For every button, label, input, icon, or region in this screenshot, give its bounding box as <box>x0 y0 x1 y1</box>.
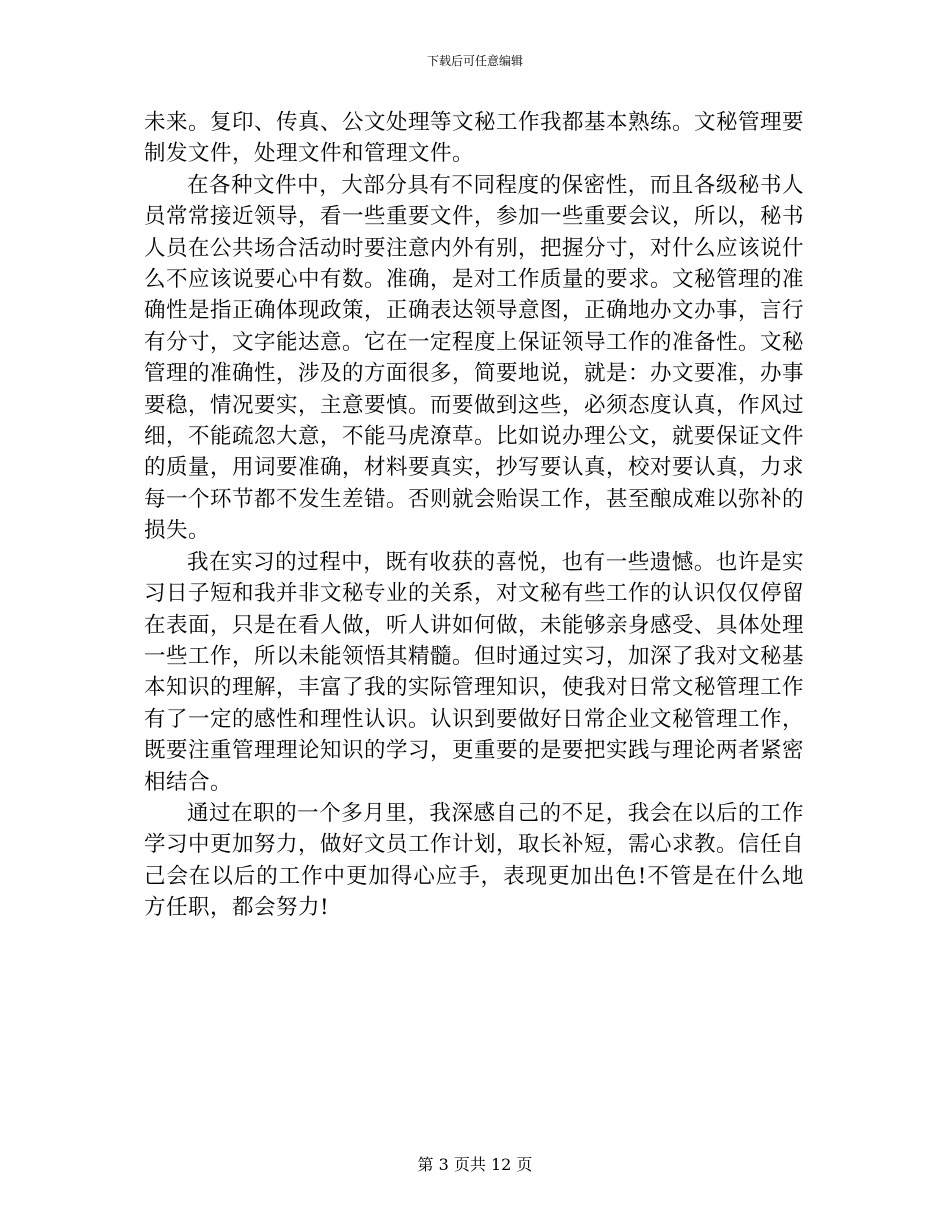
paragraph-internship-reflection: 我在实习的过程中，既有收获的喜悦，也有一些遗憾。也许是实习日子短和我并非文秘专业的关系，对文秘有些工作的认识仅仅停留在表面，只是在看人做，听人讲如何做，未能够亲身感受、具体处理一些工作，所以未能领悟其精髓。但时通过实习，加深了我对文秘基本知识的理解，丰富了我的实际管理知识，使我对日常文秘管理工作有了一定的感性和理性认识。认识到要做好日常企业文秘管理工作，既要注重管理理论知识的学习，更重要的是要把实践与理论两者紧密相结合。 <box>144 549 805 795</box>
paragraph-continuation: 未来。复印、传真、公文处理等文秘工作我都基本熟练。文秘管理要制发文件，处理文件和管理文件。 <box>144 110 805 167</box>
page-header-note: 下载后可任意编辑 <box>426 54 523 68</box>
paragraph-confidentiality-accuracy: 在各种文件中，大部分具有不同程度的保密性，而且各级秘书人员常常接近领导，看一些重要文件，参加一些重要会议，所以，秘书人员在公共场合活动时要注意内外有别，把握分寸，对什么应该说什么不应该说要心中有数。准确，是对工作质量的要求。文秘管理的准确性是指正确体现政策，正确表达领导意图，正确地办文办事，言行有分寸，文字能达意。它在一定程度上保证领导工作的准备性。文秘管理的准确性，涉及的方面很多，简要地说，就是：办文要准，办事要稳，情况要实，主意要慎。而要做到这些，必须态度认真，作风过细，不能疏忽大意，不能马虎潦草。比如说办理公文，就要保证文件的质量，用词要准确，材料要真实，抄写要认真，校对要认真，力求每一个环节都不发生差错。否则就会贻误工作，甚至酿成难以弥补的损失。 <box>144 172 805 544</box>
document-body <box>144 107 804 924</box>
page-number-footer: 第 3 页共 12 页 <box>417 1155 533 1174</box>
paragraph-conclusion: 通过在职的一个多月里，我深感自己的不足，我会在以后的工作学习中更加努力，做好文员工作计划，取长补短，需心求教。信任自己会在以后的工作中更加得心应手，表现更加出色!不管是在什么地方任职，都会努力! <box>144 800 805 921</box>
